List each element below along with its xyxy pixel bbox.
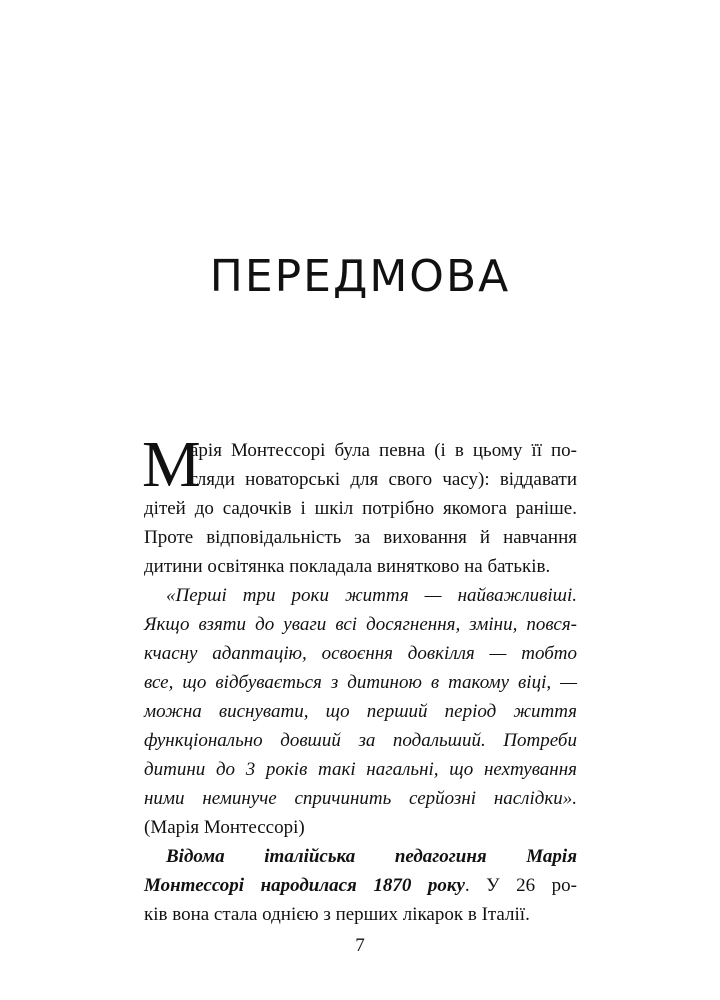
bio-line-3: ків вона стала однією з перших лікарок в Італії. — [144, 904, 530, 925]
page-number: 7 — [355, 935, 365, 956]
intro-line-2: гляди новаторські для свого часу): віддавати — [190, 469, 577, 490]
quote-line-6: функціонально довший за подальший. Потреби — [144, 730, 577, 751]
intro-line-5: дитини освітянка покладала винятково на батьків. — [144, 556, 551, 577]
quote-line-8: ними неминуче спричинить серйозні наслідки». — [144, 788, 577, 809]
quote-line-5: можна виснувати, що перший період життя — [144, 701, 577, 722]
bio-line-2 — [144, 871, 577, 900]
drop-cap-letter: М — [142, 428, 201, 501]
intro-line-1: арія Монтессорі була певна (і в цьому її по- — [190, 440, 577, 461]
body-text — [142, 428, 577, 929]
bio-line-2-bold: Монтессорі народилася 1870 року — [144, 875, 465, 896]
bio-line-1: Відома італійська педагогиня Марія — [166, 846, 577, 867]
quote-line-1: «Перші три роки життя — найважливіші. — [166, 585, 577, 606]
intro-paragraph — [142, 428, 577, 581]
chapter-title: ПЕРЕДМОВА — [209, 251, 511, 302]
bio-line-2-rest: . У 26 ро- — [464, 875, 577, 896]
quote-line-4: все, що відбувається з дитиною в такому віці, — — [144, 672, 577, 693]
bio-paragraph — [144, 842, 577, 929]
intro-line-4: Проте відповідальність за виховання й навчання — [144, 527, 577, 548]
quote-line-7: дитини до 3 років такі нагальні, що нехтування — [144, 759, 577, 780]
intro-line-3: дітей до садочків і шкіл потрібно якомога раніше. — [144, 498, 577, 519]
quote-attribution: (Марія Монтессорі) — [144, 817, 305, 838]
quote-line-3: кчасну адаптацію, освоєння довкілля — тобто — [144, 643, 577, 664]
quote-paragraph — [144, 581, 577, 842]
quote-line-2: Якщо взяти до уваги всі досягнення, зміни, повся- — [144, 614, 577, 635]
